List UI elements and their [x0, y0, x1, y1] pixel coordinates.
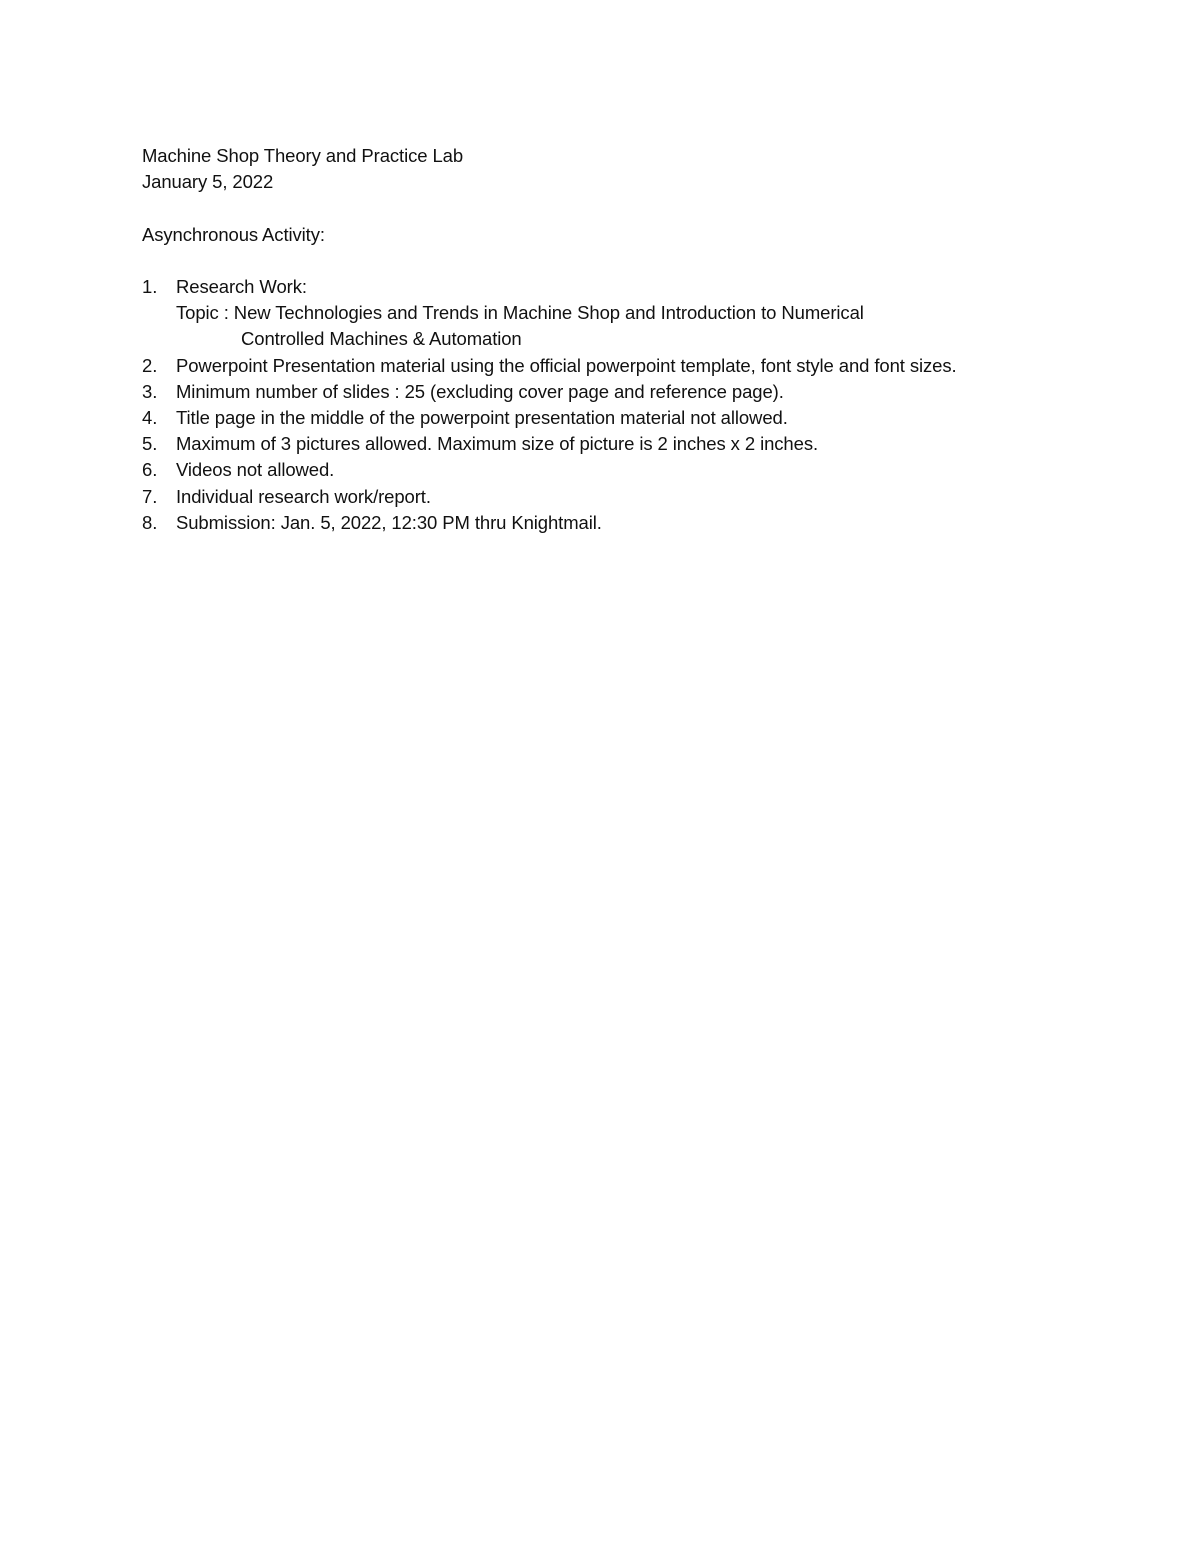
list-item [142, 510, 1102, 536]
list-item-text: Title page in the middle of the powerpoint presentation material not allowed. [176, 406, 788, 428]
list-item [142, 457, 1102, 483]
list-item [142, 274, 1102, 353]
spacer [142, 195, 1102, 221]
list-item-text: Minimum number of slides : 25 (excluding cover page and reference page). [176, 380, 784, 402]
list-item [142, 353, 1102, 379]
topic-continuation: Controlled Machines & Automation [241, 328, 522, 350]
list-item-number: 3. [142, 380, 158, 402]
document-body [142, 143, 1102, 536]
list-item-number: 7. [142, 485, 158, 507]
list-item-number: 1. [142, 275, 158, 297]
list-item-number: 8. [142, 511, 158, 533]
course-title: Machine Shop Theory and Practice Lab [142, 145, 464, 166]
topic-line: Topic : New Technologies and Trends in Machine Shop and Introduction to Numerical [176, 302, 864, 324]
list-item [142, 379, 1102, 405]
list-item-text: Powerpoint Presentation material using the official powerpoint template, font style and font sizes. [176, 354, 957, 376]
list-item-text: Submission: Jan. 5, 2022, 12:30 PM thru Knightmail. [176, 511, 602, 533]
list-item-number: 4. [142, 406, 158, 428]
list-item-text: Videos not allowed. [176, 459, 335, 481]
spacer [142, 248, 1102, 274]
list-item-text: Individual research work/report. [176, 485, 431, 507]
list-item [142, 405, 1102, 431]
section-heading: Asynchronous Activity: [142, 223, 325, 245]
document-date: January 5, 2022 [142, 171, 274, 193]
activity-list [142, 274, 1102, 536]
list-item [142, 484, 1102, 510]
list-item-text: Research Work: [176, 275, 307, 297]
list-item-number: 6. [142, 459, 158, 481]
list-item-text: Maximum of 3 pictures allowed. Maximum size of picture is 2 inches x 2 inches. [176, 433, 819, 455]
list-item [142, 431, 1102, 457]
list-item-number: 5. [142, 433, 158, 455]
list-item-number: 2. [142, 354, 158, 376]
